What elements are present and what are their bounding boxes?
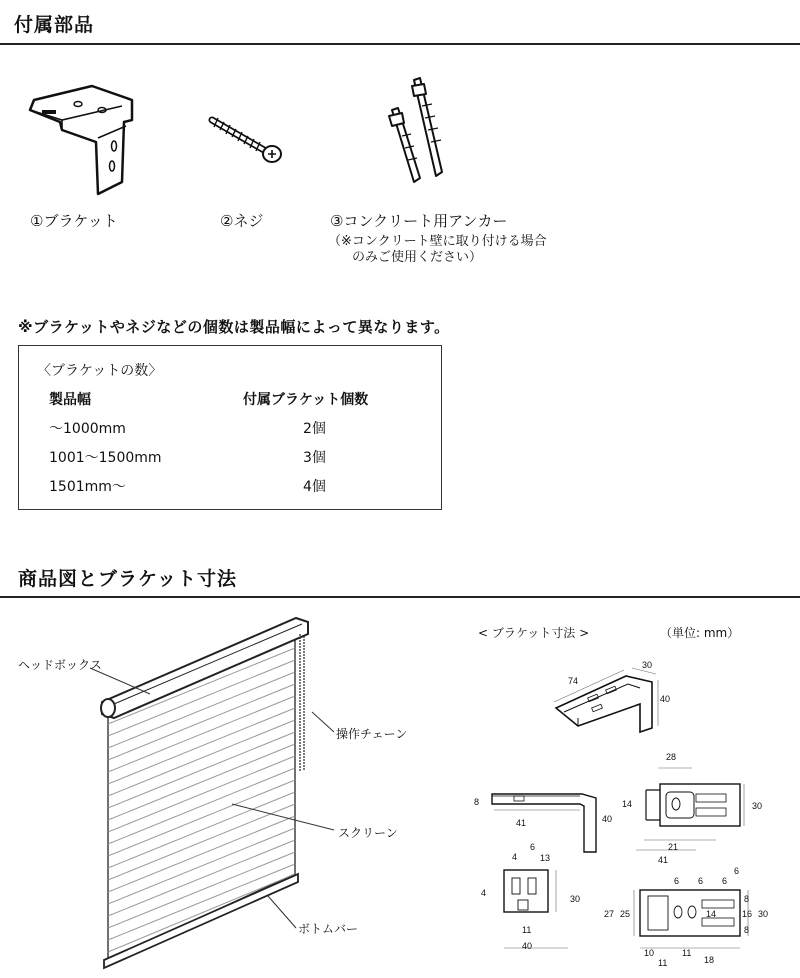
- dim-detail-b1: 10: [644, 948, 655, 958]
- dim-detail-left2: 25: [620, 909, 631, 919]
- section-title-accessories: 付属部品: [14, 14, 95, 36]
- dim-detail-left1: 27: [604, 909, 615, 919]
- table-row-width: 1001〜1500mm: [49, 450, 162, 466]
- col-header-count: 付属ブラケット個数: [243, 392, 369, 408]
- bracket-iso-diagram: [548, 660, 671, 740]
- dim-top-bottom1: 21: [668, 842, 679, 852]
- table-row-count: 3個: [303, 450, 326, 466]
- dim-detail-r2: 16: [742, 909, 753, 919]
- quantity-notice: ※ブラケットやネジなどの個数は製品幅によって異なります。: [18, 318, 450, 336]
- table-row-count: 4個: [303, 479, 326, 495]
- dim-iso-depth: 30: [642, 660, 653, 670]
- part-label-screw: ②ネジ: [220, 212, 264, 230]
- table-row-width: 〜1000mm: [49, 421, 126, 437]
- dim-front-inner: 11: [522, 925, 532, 935]
- table-row-width: 1501mm〜: [49, 479, 126, 495]
- dimension-unit: （単位: mm）: [660, 626, 740, 640]
- dim-front-right: 30: [570, 894, 581, 904]
- dim-side-height: 40: [602, 814, 613, 824]
- dim-front-width: 40: [522, 941, 533, 951]
- dim-front-left: 4: [481, 888, 487, 898]
- dim-detail-r4: 8: [744, 925, 750, 935]
- dim-detail-t4: 6: [734, 866, 740, 876]
- col-header-width: 製品幅: [49, 392, 91, 408]
- bracket-top-diagram: [636, 760, 756, 860]
- dim-front-b: 4: [512, 852, 518, 862]
- part-label-anchor: ③コンクリート用アンカー: [330, 212, 508, 230]
- dim-detail-t3: 6: [722, 876, 728, 886]
- dim-side-thickness: 8: [474, 797, 480, 807]
- dim-detail-t2: 6: [698, 876, 704, 886]
- anchor-note-line2: のみご使用ください）: [352, 250, 483, 265]
- label-chain: 操作チェーン: [336, 727, 408, 741]
- dim-detail-b4: 18: [704, 955, 715, 965]
- anchor-note-line1: （※コンクリート壁に取り付ける場合: [328, 234, 547, 249]
- dim-detail-r1: 8: [744, 894, 750, 904]
- dim-top-right: 30: [752, 801, 763, 811]
- dim-top-bottom2: 41: [658, 855, 669, 865]
- bracket-side-diagram: [484, 784, 604, 854]
- dim-detail-b2: 11: [658, 958, 668, 968]
- dim-iso-height: 40: [660, 694, 671, 704]
- table-title: 〈ブラケットの数〉: [37, 363, 163, 379]
- part-label-bracket: ①ブラケット: [30, 212, 118, 230]
- section-title-product-diagram: 商品図とブラケット寸法: [18, 568, 238, 590]
- dim-top-left: 14: [622, 799, 633, 809]
- dimension-title: < ブラケット寸法 >: [478, 626, 590, 640]
- dim-top-top: 28: [666, 752, 677, 762]
- label-screen: スクリーン: [338, 826, 398, 840]
- label-bottombar: ボトムバー: [298, 922, 359, 936]
- dim-detail-mid: 14: [706, 909, 717, 919]
- dim-detail-r3: 30: [758, 909, 769, 919]
- bracket-front-diagram: [484, 850, 584, 960]
- dim-front-c: 13: [540, 853, 551, 863]
- table-row-count: 2個: [303, 421, 326, 437]
- label-headbox: ヘッドボックス: [18, 658, 102, 672]
- dim-iso-width: 74: [568, 676, 579, 686]
- dim-side-length: 41: [516, 818, 527, 828]
- dim-detail-b3: 11: [682, 948, 692, 958]
- dim-detail-t1: 6: [674, 876, 680, 886]
- dim-front-a: 6: [530, 842, 536, 852]
